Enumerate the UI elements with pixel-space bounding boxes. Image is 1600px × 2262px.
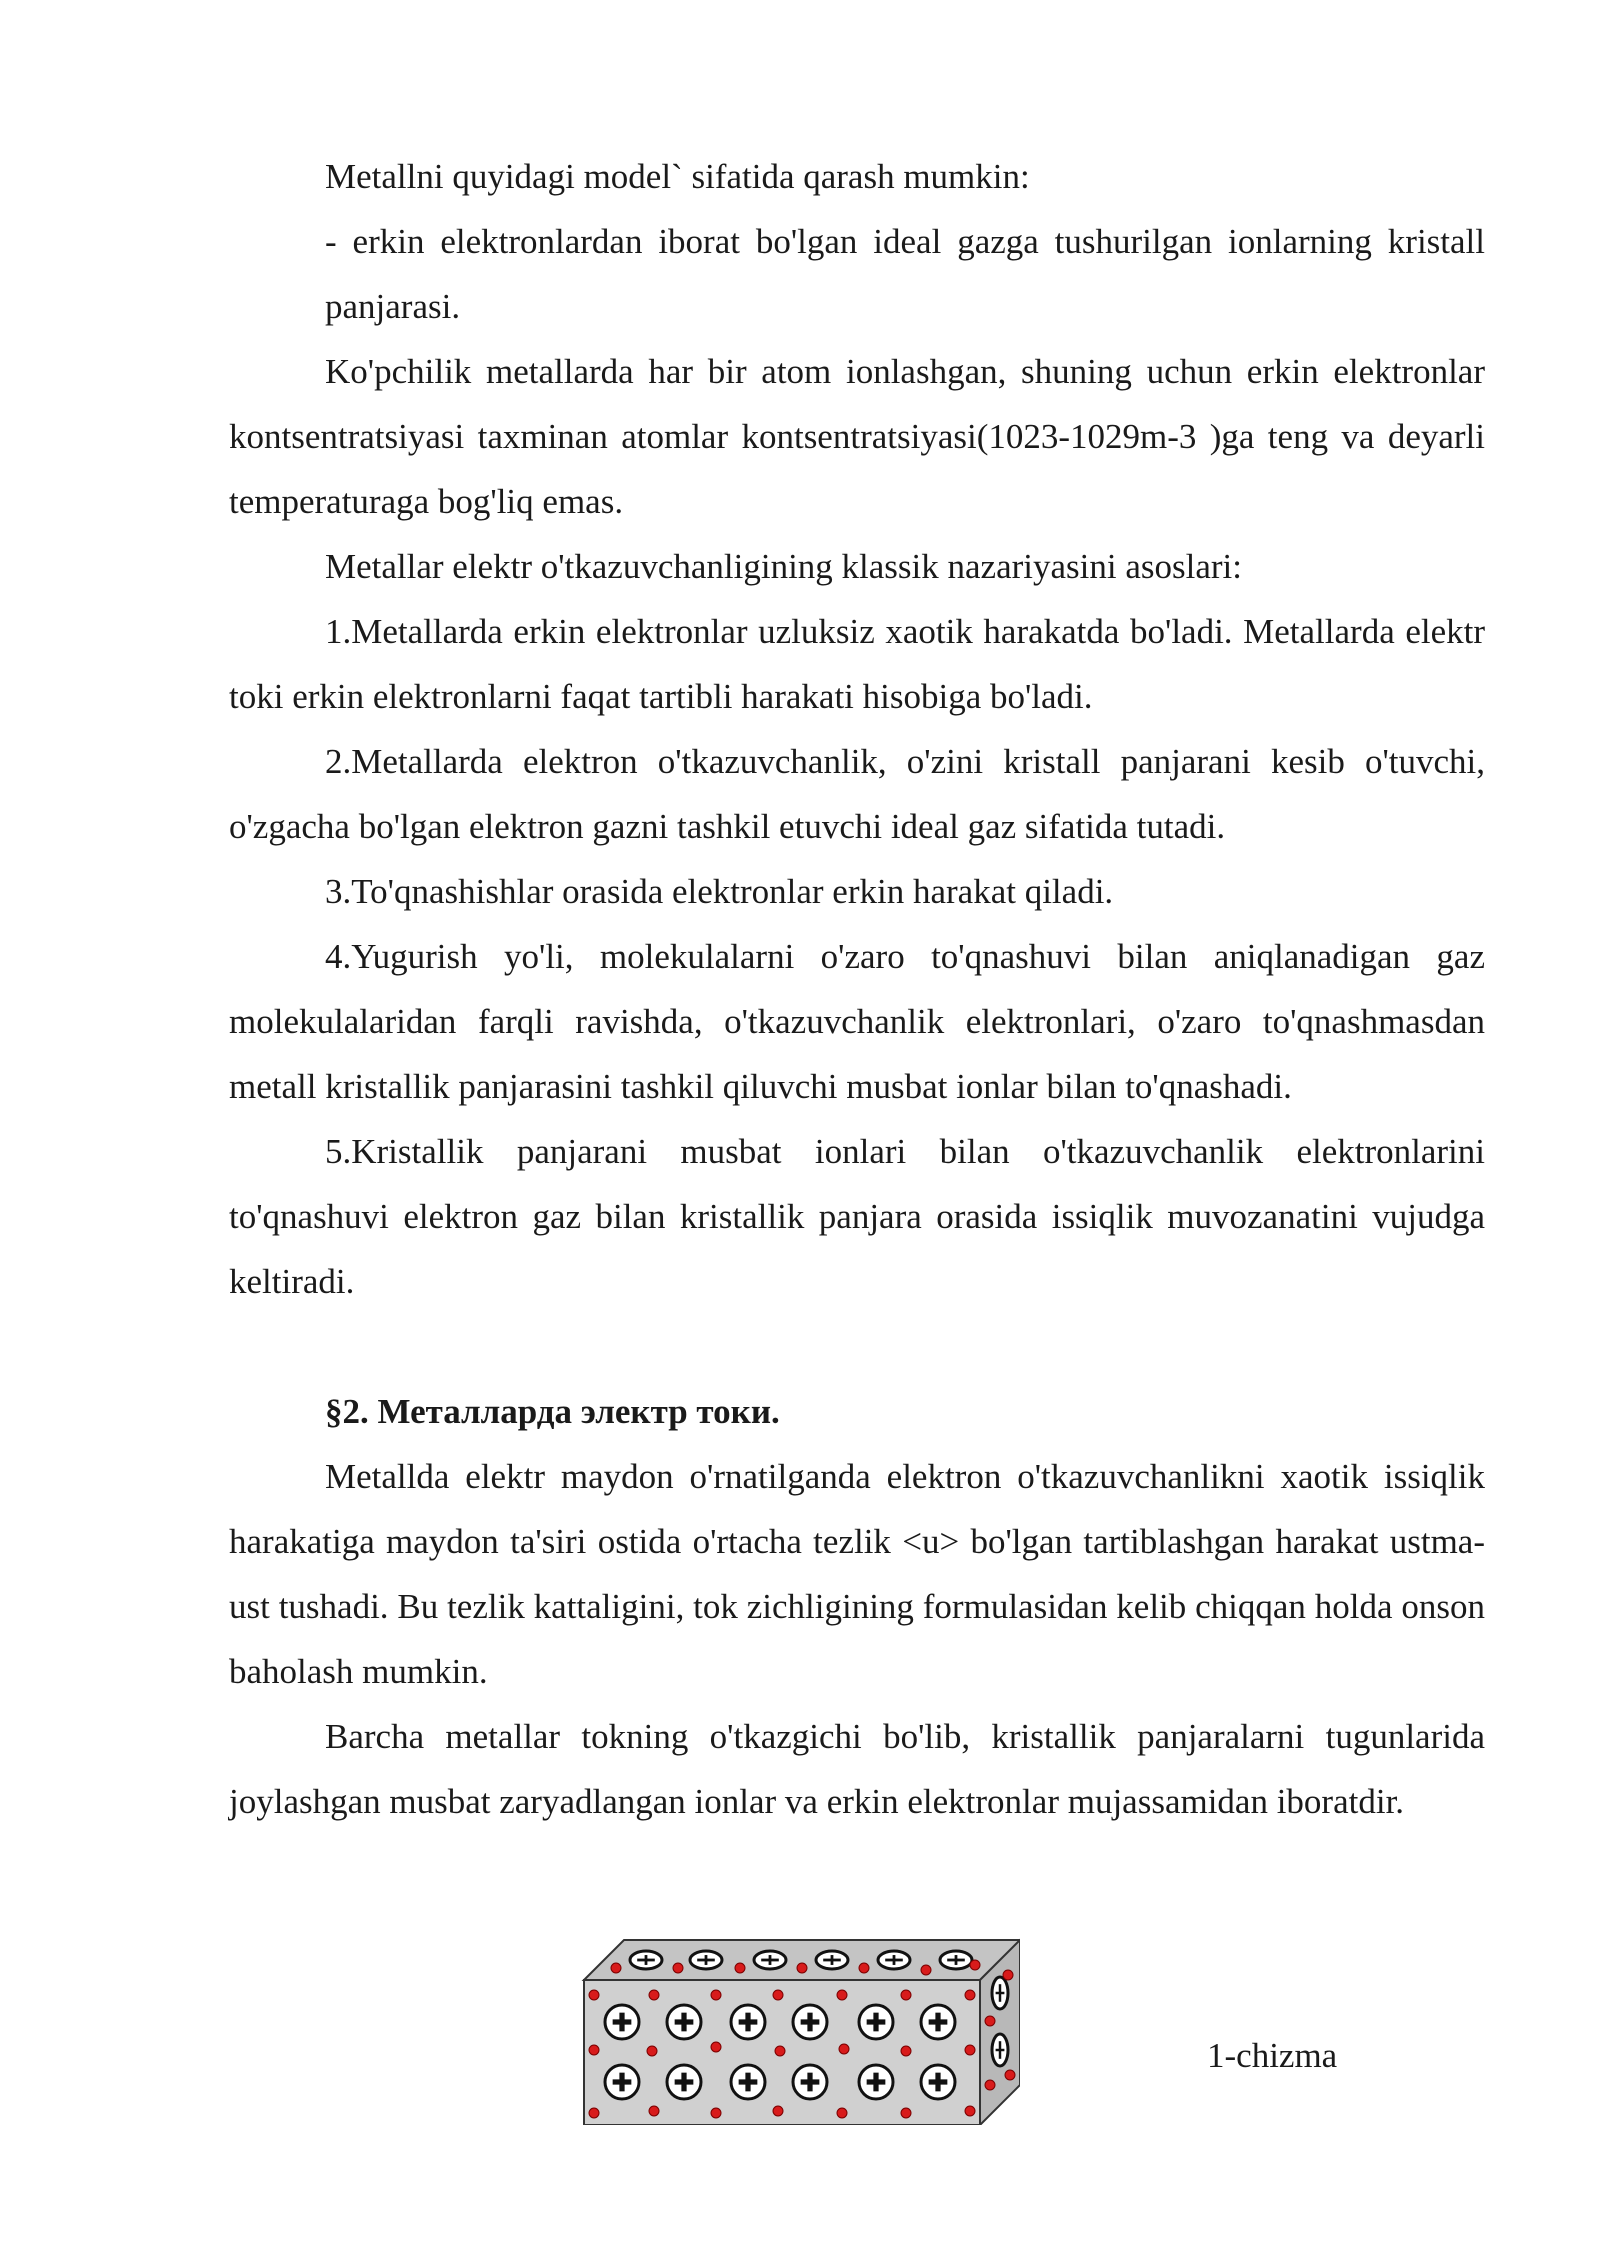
paragraph-point-2: 2.Metallarda elektron o'tkazuvchanlik, o'zini kristall panjarani kesib o'tuvchi, o'zgacha bo'lgan elektron gazni tashkil etuvchi ideal gaz sifatida tutadi. <box>229 742 1485 846</box>
electron <box>839 2044 849 2054</box>
crystal-lattice-figure <box>580 1935 1020 2125</box>
paragraph-point-4: 4.Yugurish yo'li, molekulalarni o'zaro to'qnashuvi bilan aniqlanadigan gaz molekulalaridan farqli ravishda, o'tkazuvchanlik elektronlari, o'zaro to'qnashmasdan metall kristallik panjarasini tashkil qiluvchi musbat ionlar bilan to'qnashadi. <box>229 937 1485 1106</box>
electron <box>985 2016 995 2026</box>
electron <box>837 2108 847 2118</box>
electron <box>985 2080 995 2090</box>
electron <box>901 1990 911 2000</box>
electron <box>773 1990 783 2000</box>
electron <box>775 2046 785 2056</box>
electron <box>837 1990 847 2000</box>
electron <box>589 2045 599 2055</box>
electron <box>647 2046 657 2056</box>
electron <box>589 2108 599 2118</box>
paragraph-intro: Metallni quyidagi model` sifatida qarash mumkin: <box>325 157 1030 196</box>
paragraph-model: - erkin elektronlardan iborat bo'lgan ideal gazga tushurilgan ionlarning kristall panjarasi. <box>325 222 1485 326</box>
electron <box>773 2106 783 2116</box>
paragraph-concentration: Ko'pchilik metallarda har bir atom ionlashgan, shuning uchun erkin elektronlar kontsentratsiyasi taxminan atomlar kontsentratsiyasi(1023-1029m-3 )ga teng va deyarli temperaturaga bog'liq emas. <box>229 352 1485 521</box>
electron <box>711 1990 721 2000</box>
electron <box>965 2045 975 2055</box>
electron <box>1003 1970 1013 1980</box>
electron <box>711 2042 721 2052</box>
paragraph-point-5: 5.Kristallik panjarani musbat ionlari bilan o'tkazuvchanlik elektronlarini to'qnashuvi elektron gaz bilan kristallik panjara orasida issiqlik muvozanatini vujudga keltiradi. <box>229 1132 1485 1301</box>
paragraph-metals-conductors: Barcha metallar tokning o'tkazgichi bo'lib, kristallik panjaralarni tugunlarida joylashgan musbat zaryadlangan ionlar va erkin elektronlar mujassamidan iboratdir. <box>229 1717 1485 1821</box>
electron <box>649 1990 659 2000</box>
electron <box>711 2108 721 2118</box>
section-heading: §2. Металларда электр токи. <box>325 1392 780 1431</box>
electron <box>965 1990 975 2000</box>
paragraph-point-1: 1.Metallarda erkin elektronlar uzluksiz xaotik harakatda bo'ladi. Metallarda elektr toki erkin elektronlarni faqat tartibli harakati hisobiga bo'ladi. <box>229 612 1485 716</box>
electron <box>611 1963 621 1973</box>
paragraph-electric-field: Metallda elektr maydon o'rnatilganda elektron o'tkazuvchanlikni xaotik issiqlik harakatiga maydon ta'siri ostida o'rtacha tezlik <u> bo'lgan tartiblashgan harakat ustma-ust tushadi. Bu tezlik kattaligini, tok zichligining formulasidan kelib chiqqan holda onson baholash mumkin. <box>229 1457 1485 1691</box>
electron <box>589 1990 599 2000</box>
electron <box>970 1960 980 1970</box>
electron <box>649 2106 659 2116</box>
electron <box>921 1965 931 1975</box>
electron <box>797 1963 807 1973</box>
paragraph-theory-title: Metallar elektr o'tkazuvchanligining klassik nazariyasini asoslari: <box>325 547 1242 586</box>
electron <box>859 1963 869 1973</box>
paragraph-point-3: 3.To'qnashishlar orasida elektronlar erkin harakat qiladi. <box>325 872 1114 911</box>
electron <box>965 2106 975 2116</box>
electron <box>901 2108 911 2118</box>
electron <box>1005 2070 1015 2080</box>
electron <box>735 1963 745 1973</box>
body-text <box>229 144 1485 1834</box>
electron <box>901 2046 911 2056</box>
electron <box>673 1963 683 1973</box>
figure-caption: 1-chizma <box>1207 2036 1338 2075</box>
